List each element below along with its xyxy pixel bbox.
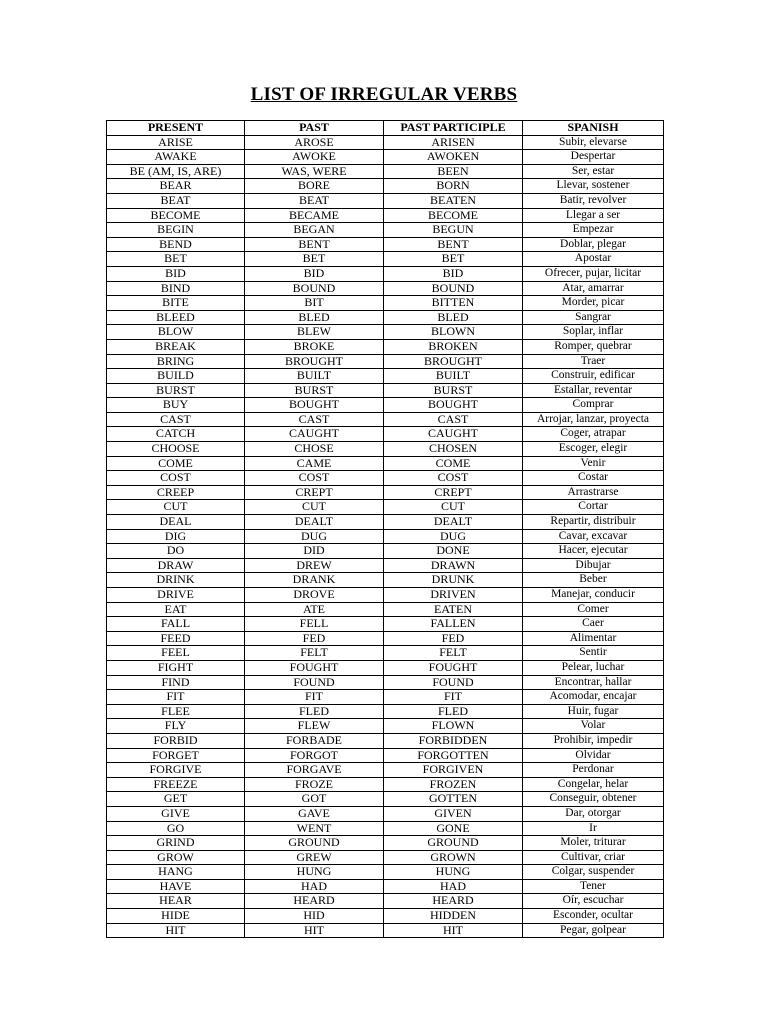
past-participle-cell: GONE <box>384 821 523 836</box>
spanish-cell: Batir, revolver <box>523 193 664 208</box>
table-row <box>107 602 664 617</box>
table-row <box>107 135 664 150</box>
present-cell: BEAT <box>107 193 245 208</box>
present-cell: BEAR <box>107 179 245 194</box>
spanish-cell: Arrojar, lanzar, proyecta <box>523 412 664 427</box>
table-row <box>107 427 664 442</box>
present-cell: HANG <box>107 865 245 880</box>
present-cell: BRING <box>107 354 245 369</box>
past-cell: DEALT <box>245 515 384 530</box>
present-cell: BUILD <box>107 369 245 384</box>
spanish-cell: Huir, fugar <box>523 704 664 719</box>
past-participle-cell: FORBIDDEN <box>384 733 523 748</box>
past-participle-cell: FALLEN <box>384 617 523 632</box>
past-participle-cell: DRAWN <box>384 558 523 573</box>
column-header-spanish: SPANISH <box>523 121 664 136</box>
spanish-cell: Dar, otorgar <box>523 806 664 821</box>
past-cell: BOUND <box>245 281 384 296</box>
past-participle-cell: BOUGHT <box>384 398 523 413</box>
present-cell: BID <box>107 266 245 281</box>
table-row <box>107 806 664 821</box>
irregular-verbs-table <box>106 120 664 938</box>
past-cell: BURST <box>245 383 384 398</box>
past-cell: GREW <box>245 850 384 865</box>
table-row <box>107 237 664 252</box>
present-cell: FIT <box>107 690 245 705</box>
past-cell: DID <box>245 544 384 559</box>
spanish-cell: Ser, estar <box>523 164 664 179</box>
table-row <box>107 879 664 894</box>
spanish-cell: Alimentar <box>523 631 664 646</box>
past-participle-cell: FORGIVEN <box>384 763 523 778</box>
past-cell: GROUND <box>245 836 384 851</box>
table-header-row <box>107 121 664 136</box>
present-cell: CUT <box>107 500 245 515</box>
table-row <box>107 310 664 325</box>
past-participle-cell: BROUGHT <box>384 354 523 369</box>
past-cell: BET <box>245 252 384 267</box>
spanish-cell: Cultivar, criar <box>523 850 664 865</box>
present-cell: DO <box>107 544 245 559</box>
past-cell: DRANK <box>245 573 384 588</box>
past-participle-cell: FOUND <box>384 675 523 690</box>
past-cell: HEARD <box>245 894 384 909</box>
past-cell: FLEW <box>245 719 384 734</box>
past-cell: AROSE <box>245 135 384 150</box>
present-cell: GO <box>107 821 245 836</box>
table-row <box>107 281 664 296</box>
past-participle-cell: BEGUN <box>384 223 523 238</box>
present-cell: DRIVE <box>107 588 245 603</box>
past-cell: HID <box>245 909 384 924</box>
past-cell: CUT <box>245 500 384 515</box>
table-row <box>107 850 664 865</box>
present-cell: CAST <box>107 412 245 427</box>
spanish-cell: Congelar, helar <box>523 777 664 792</box>
past-cell: FORBADE <box>245 733 384 748</box>
spanish-cell: Sentir <box>523 646 664 661</box>
table-row <box>107 398 664 413</box>
table-row <box>107 354 664 369</box>
spanish-cell: Dibujar <box>523 558 664 573</box>
past-participle-cell: BEEN <box>384 164 523 179</box>
spanish-cell: Soplar, inflar <box>523 325 664 340</box>
table-row <box>107 485 664 500</box>
present-cell: DEAL <box>107 515 245 530</box>
present-cell: DRINK <box>107 573 245 588</box>
present-cell: FIND <box>107 675 245 690</box>
present-cell: EAT <box>107 602 245 617</box>
spanish-cell: Comprar <box>523 398 664 413</box>
present-cell: GIVE <box>107 806 245 821</box>
past-participle-cell: CAST <box>384 412 523 427</box>
page-title: LIST OF IRREGULAR VERBS <box>250 84 518 105</box>
past-participle-cell: CREPT <box>384 485 523 500</box>
table-row <box>107 865 664 880</box>
past-cell: BLED <box>245 310 384 325</box>
spanish-cell: Traer <box>523 354 664 369</box>
table-row <box>107 733 664 748</box>
past-cell: BROKE <box>245 339 384 354</box>
past-cell: HIT <box>245 923 384 938</box>
table-row <box>107 471 664 486</box>
spanish-cell: Olvidar <box>523 748 664 763</box>
spanish-cell: Doblar, plegar <box>523 237 664 252</box>
present-cell: BIND <box>107 281 245 296</box>
present-cell: DRAW <box>107 558 245 573</box>
past-cell: DROVE <box>245 588 384 603</box>
spanish-cell: Morder, picar <box>523 296 664 311</box>
spanish-cell: Cavar, excavar <box>523 529 664 544</box>
table-row <box>107 529 664 544</box>
spanish-cell: Conseguir, obtener <box>523 792 664 807</box>
past-cell: BENT <box>245 237 384 252</box>
past-participle-cell: FLED <box>384 704 523 719</box>
past-cell: BUILT <box>245 369 384 384</box>
spanish-cell: Coger, atrapar <box>523 427 664 442</box>
spanish-cell: Subir, elevarse <box>523 135 664 150</box>
past-cell: DUG <box>245 529 384 544</box>
table-row <box>107 704 664 719</box>
table-row <box>107 223 664 238</box>
table-row <box>107 690 664 705</box>
past-participle-cell: DUG <box>384 529 523 544</box>
present-cell: DIG <box>107 529 245 544</box>
past-participle-cell: DRUNK <box>384 573 523 588</box>
spanish-cell: Oír, escuchar <box>523 894 664 909</box>
past-cell: HAD <box>245 879 384 894</box>
table-row <box>107 500 664 515</box>
table-row <box>107 456 664 471</box>
past-participle-cell: HAD <box>384 879 523 894</box>
present-cell: BLOW <box>107 325 245 340</box>
column-header-past: PAST <box>245 121 384 136</box>
past-participle-cell: FELT <box>384 646 523 661</box>
past-cell: WAS, WERE <box>245 164 384 179</box>
past-cell: BID <box>245 266 384 281</box>
past-participle-cell: BENT <box>384 237 523 252</box>
past-cell: DREW <box>245 558 384 573</box>
past-cell: FELL <box>245 617 384 632</box>
past-cell: GOT <box>245 792 384 807</box>
present-cell: FLEE <box>107 704 245 719</box>
present-cell: BLEED <box>107 310 245 325</box>
present-cell: BEGIN <box>107 223 245 238</box>
present-cell: CATCH <box>107 427 245 442</box>
present-cell: BECOME <box>107 208 245 223</box>
past-cell: COST <box>245 471 384 486</box>
past-participle-cell: COME <box>384 456 523 471</box>
past-cell: FORGOT <box>245 748 384 763</box>
table-row <box>107 325 664 340</box>
table-row <box>107 821 664 836</box>
past-cell: FOUGHT <box>245 660 384 675</box>
present-cell: HIDE <box>107 909 245 924</box>
spanish-cell: Acomodar, encajar <box>523 690 664 705</box>
column-header-past-participle: PAST PARTICIPLE <box>384 121 523 136</box>
past-participle-cell: FED <box>384 631 523 646</box>
present-cell: COST <box>107 471 245 486</box>
past-participle-cell: BEATEN <box>384 193 523 208</box>
spanish-cell: Comer <box>523 602 664 617</box>
table-row <box>107 573 664 588</box>
spanish-cell: Perdonar <box>523 763 664 778</box>
present-cell: GRIND <box>107 836 245 851</box>
table-row <box>107 252 664 267</box>
past-participle-cell: BECOME <box>384 208 523 223</box>
table-row <box>107 763 664 778</box>
spanish-cell: Esconder, ocultar <box>523 909 664 924</box>
past-participle-cell: BORN <box>384 179 523 194</box>
past-participle-cell: BET <box>384 252 523 267</box>
column-header-present: PRESENT <box>107 121 245 136</box>
present-cell: FLY <box>107 719 245 734</box>
spanish-cell: Volar <box>523 719 664 734</box>
spanish-cell: Repartir, distribuir <box>523 515 664 530</box>
present-cell: FORBID <box>107 733 245 748</box>
past-cell: HUNG <box>245 865 384 880</box>
past-participle-cell: BID <box>384 266 523 281</box>
past-cell: CAME <box>245 456 384 471</box>
table-row <box>107 777 664 792</box>
table-row <box>107 894 664 909</box>
past-cell: BOUGHT <box>245 398 384 413</box>
present-cell: FEEL <box>107 646 245 661</box>
past-participle-cell: GIVEN <box>384 806 523 821</box>
present-cell: HAVE <box>107 879 245 894</box>
present-cell: BUY <box>107 398 245 413</box>
table-row <box>107 660 664 675</box>
table-row <box>107 631 664 646</box>
spanish-cell: Atar, amarrar <box>523 281 664 296</box>
spanish-cell: Llevar, sostener <box>523 179 664 194</box>
past-participle-cell: BROKEN <box>384 339 523 354</box>
present-cell: CHOOSE <box>107 442 245 457</box>
past-participle-cell: CHOSEN <box>384 442 523 457</box>
table-row <box>107 792 664 807</box>
past-cell: CHOSE <box>245 442 384 457</box>
past-participle-cell: DEALT <box>384 515 523 530</box>
spanish-cell: Sangrar <box>523 310 664 325</box>
spanish-cell: Venir <box>523 456 664 471</box>
spanish-cell: Estallar, reventar <box>523 383 664 398</box>
table-row <box>107 675 664 690</box>
present-cell: BE (AM, IS, ARE) <box>107 164 245 179</box>
spanish-cell: Colgar, suspender <box>523 865 664 880</box>
spanish-cell: Costar <box>523 471 664 486</box>
past-participle-cell: CAUGHT <box>384 427 523 442</box>
past-cell: BEAT <box>245 193 384 208</box>
present-cell: FIGHT <box>107 660 245 675</box>
past-cell: CAST <box>245 412 384 427</box>
past-cell: BIT <box>245 296 384 311</box>
past-participle-cell: FROZEN <box>384 777 523 792</box>
past-cell: FELT <box>245 646 384 661</box>
table-row <box>107 909 664 924</box>
past-cell: BEGAN <box>245 223 384 238</box>
table-row <box>107 383 664 398</box>
table-row <box>107 836 664 851</box>
spanish-cell: Escoger, elegir <box>523 442 664 457</box>
past-participle-cell: FORGOTTEN <box>384 748 523 763</box>
present-cell: CREEP <box>107 485 245 500</box>
past-cell: FIT <box>245 690 384 705</box>
past-cell: ATE <box>245 602 384 617</box>
spanish-cell: Construir, edificar <box>523 369 664 384</box>
table-row <box>107 923 664 938</box>
past-participle-cell: BITTEN <box>384 296 523 311</box>
table-body <box>107 135 664 938</box>
spanish-cell: Pegar, golpear <box>523 923 664 938</box>
table-row <box>107 296 664 311</box>
past-cell: BLEW <box>245 325 384 340</box>
past-cell: BROUGHT <box>245 354 384 369</box>
past-cell: AWOKE <box>245 150 384 165</box>
spanish-cell: Beber <box>523 573 664 588</box>
spanish-cell: Moler, triturar <box>523 836 664 851</box>
table-row <box>107 748 664 763</box>
spanish-cell: Manejar, conducir <box>523 588 664 603</box>
spanish-cell: Tener <box>523 879 664 894</box>
present-cell: FORGET <box>107 748 245 763</box>
table-row <box>107 544 664 559</box>
past-cell: FORGAVE <box>245 763 384 778</box>
past-participle-cell: EATEN <box>384 602 523 617</box>
table-row <box>107 646 664 661</box>
past-participle-cell: BLED <box>384 310 523 325</box>
present-cell: BITE <box>107 296 245 311</box>
past-participle-cell: HUNG <box>384 865 523 880</box>
spanish-cell: Llegar a ser <box>523 208 664 223</box>
present-cell: HEAR <box>107 894 245 909</box>
spanish-cell: Ofrecer, pujar, licitar <box>523 266 664 281</box>
past-cell: FROZE <box>245 777 384 792</box>
present-cell: COME <box>107 456 245 471</box>
past-participle-cell: BURST <box>384 383 523 398</box>
spanish-cell: Ir <box>523 821 664 836</box>
table-row <box>107 515 664 530</box>
past-participle-cell: AWOKEN <box>384 150 523 165</box>
past-cell: CREPT <box>245 485 384 500</box>
past-cell: FOUND <box>245 675 384 690</box>
table-row <box>107 588 664 603</box>
spanish-cell: Empezar <box>523 223 664 238</box>
past-participle-cell: CUT <box>384 500 523 515</box>
table-row <box>107 442 664 457</box>
past-participle-cell: COST <box>384 471 523 486</box>
spanish-cell: Hacer, ejecutar <box>523 544 664 559</box>
past-cell: GAVE <box>245 806 384 821</box>
spanish-cell: Caer <box>523 617 664 632</box>
past-participle-cell: DONE <box>384 544 523 559</box>
table-row <box>107 208 664 223</box>
present-cell: GET <box>107 792 245 807</box>
present-cell: FEED <box>107 631 245 646</box>
table-row <box>107 150 664 165</box>
past-participle-cell: HIDDEN <box>384 909 523 924</box>
spanish-cell: Arrastrarse <box>523 485 664 500</box>
past-participle-cell: FLOWN <box>384 719 523 734</box>
past-cell: BECAME <box>245 208 384 223</box>
past-participle-cell: DRIVEN <box>384 588 523 603</box>
table-row <box>107 719 664 734</box>
past-participle-cell: BUILT <box>384 369 523 384</box>
present-cell: BREAK <box>107 339 245 354</box>
present-cell: FREEZE <box>107 777 245 792</box>
present-cell: ARISE <box>107 135 245 150</box>
spanish-cell: Romper, quebrar <box>523 339 664 354</box>
past-participle-cell: HEARD <box>384 894 523 909</box>
present-cell: FALL <box>107 617 245 632</box>
spanish-cell: Encontrar, hallar <box>523 675 664 690</box>
spanish-cell: Pelear, luchar <box>523 660 664 675</box>
past-participle-cell: GROWN <box>384 850 523 865</box>
table-row <box>107 339 664 354</box>
past-cell: FLED <box>245 704 384 719</box>
table-row <box>107 558 664 573</box>
past-cell: WENT <box>245 821 384 836</box>
present-cell: BEND <box>107 237 245 252</box>
past-cell: FED <box>245 631 384 646</box>
past-participle-cell: GOTTEN <box>384 792 523 807</box>
table-row <box>107 369 664 384</box>
spanish-cell: Prohibir, impedir <box>523 733 664 748</box>
past-participle-cell: HIT <box>384 923 523 938</box>
past-cell: CAUGHT <box>245 427 384 442</box>
present-cell: FORGIVE <box>107 763 245 778</box>
present-cell: AWAKE <box>107 150 245 165</box>
past-participle-cell: BLOWN <box>384 325 523 340</box>
past-cell: BORE <box>245 179 384 194</box>
table-row <box>107 266 664 281</box>
past-participle-cell: BOUND <box>384 281 523 296</box>
past-participle-cell: FOUGHT <box>384 660 523 675</box>
spanish-cell: Cortar <box>523 500 664 515</box>
table-row <box>107 179 664 194</box>
past-participle-cell: GROUND <box>384 836 523 851</box>
present-cell: HIT <box>107 923 245 938</box>
table-row <box>107 412 664 427</box>
table-row <box>107 617 664 632</box>
spanish-cell: Apostar <box>523 252 664 267</box>
past-participle-cell: FIT <box>384 690 523 705</box>
present-cell: GROW <box>107 850 245 865</box>
table-row <box>107 193 664 208</box>
present-cell: BURST <box>107 383 245 398</box>
spanish-cell: Despertar <box>523 150 664 165</box>
present-cell: BET <box>107 252 245 267</box>
table-row <box>107 164 664 179</box>
past-participle-cell: ARISEN <box>384 135 523 150</box>
